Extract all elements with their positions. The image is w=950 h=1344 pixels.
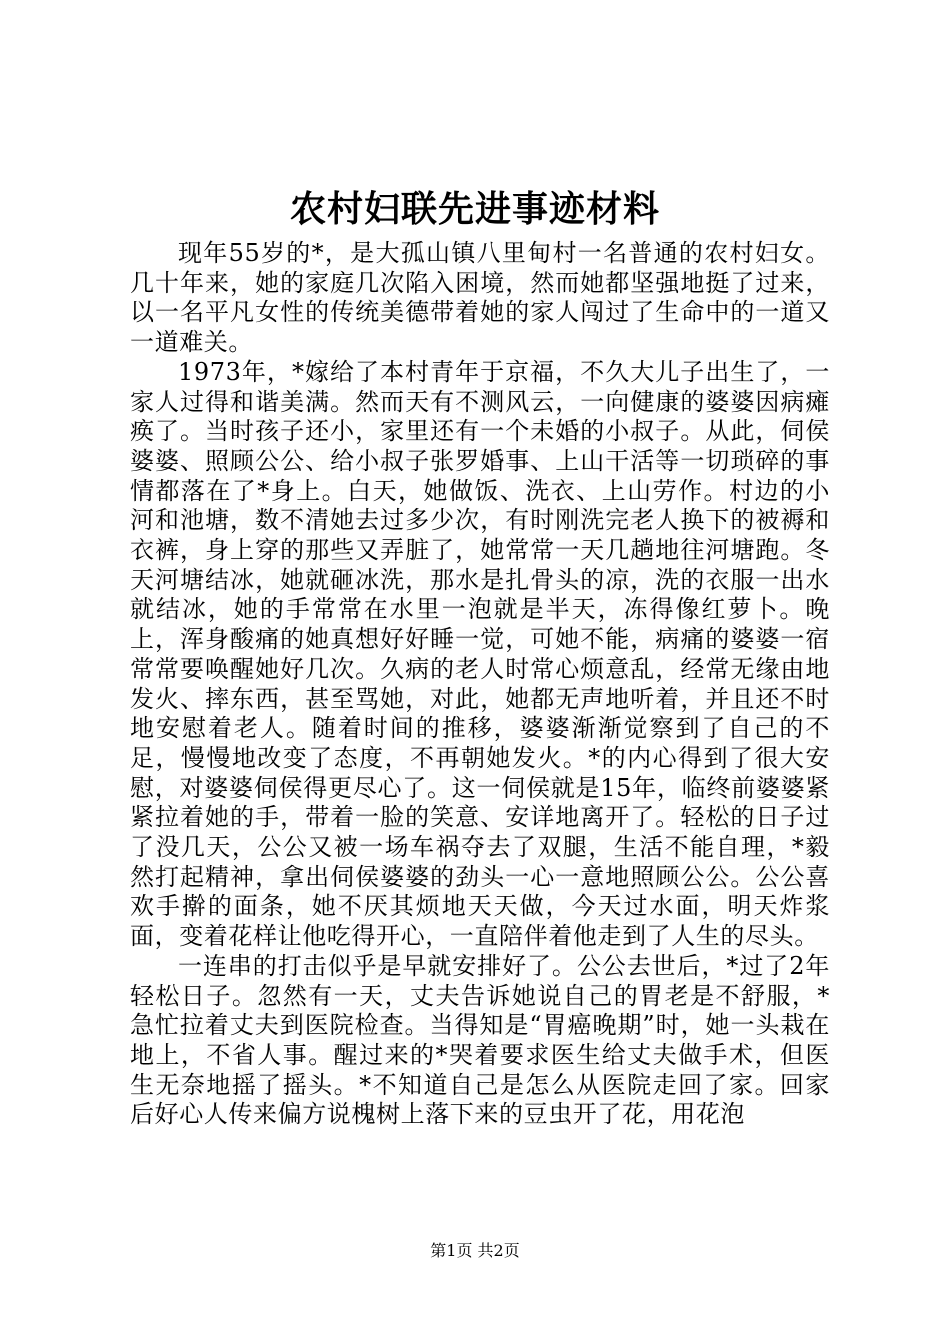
paragraph-3: 一连串的打击似乎是早就安排好了。公公去世后，*过了2年轻松日子。忽然有一天，丈夫告诉她说自己的胃老是不舒服，*急忙拉着丈夫到医院检查。当得知是“胃癌晚期”时，她一头栽在地上，不省人事。醒过来的*哭着要求医生给丈夫做手术，但医生无奈地摇了摇头。*不知道自己是怎么从医院走回了家。回家后好心人传来偏方说槐树上落下来的豆虫开了花，用花泡 — [130, 951, 830, 1129]
document-title: 农村妇联先进事迹材料 — [289, 188, 660, 230]
paragraph-2: 1973年，*嫁给了本村青年于京福，不久大儿子出生了，一家人过得和谐美满。然而天有不测风云，一向健康的婆婆因病瘫痪了。当时孩子还小，家里还有一个未婚的小叔子。从此，伺侯婆婆、照顾公公、给小叔子张罗婚事、上山干活等一切琐碎的事情都落在了*身上。白天，她做饭、洗衣、上山劳作。村边的小河和池塘，数不清她去过多少次，有时刚洗完老人换下的被褥和衣裤，身上穿的那些又弄脏了，她常常一天几趟地往河塘跑。冬天河塘结冰，她就砸冰洗，那水是扎骨头的凉，洗的衣服一出水就结冰，她的手常常在水里一泡就是半天，冻得像红萝卜。晚上，浑身酸痛的她真想好好睡一觉，可她不能，病痛的婆婆一宿常常要唤醒她好几次。久病的老人时常心烦意乱，经常无缘由地发火、摔东西，甚至骂她，对此，她都无声地听着，并且还不时地安慰着老人。随着时间的推移，婆婆渐渐觉察到了自己的不足，慢慢地改变了态度，不再朝她发火。*的内心得到了很大安慰，对婆婆伺侯得更尽心了。这一伺侯就是15年，临终前婆婆紧紧拉着她的手，带着一脸的笑意、安详地离开了。轻松的日子过了没几天，公公又被一场车祸夺去了双腿，生活不能自理，*毅然打起精神，拿出伺侯婆婆的劲头一心一意地照顾公公。公公喜欢手擀的面条，她不厌其烦地天天做，今天过水面，明天炸浆面，变着花样让他吃得开心，一直陪伴着他走到了人生的尽头。 — [130, 357, 830, 951]
document-body — [130, 239, 830, 1130]
paragraph-1: 现年55岁的*，是大孤山镇八里甸村一名普通的农村妇女。几十年来，她的家庭几次陷入困境，然而她都坚强地挺了过来，以一名平凡女性的传统美德带着她的家人闯过了生命中的一道又一道难关。 — [130, 239, 830, 357]
page-number-footer: 第1页 共2页 — [430, 1241, 520, 1260]
